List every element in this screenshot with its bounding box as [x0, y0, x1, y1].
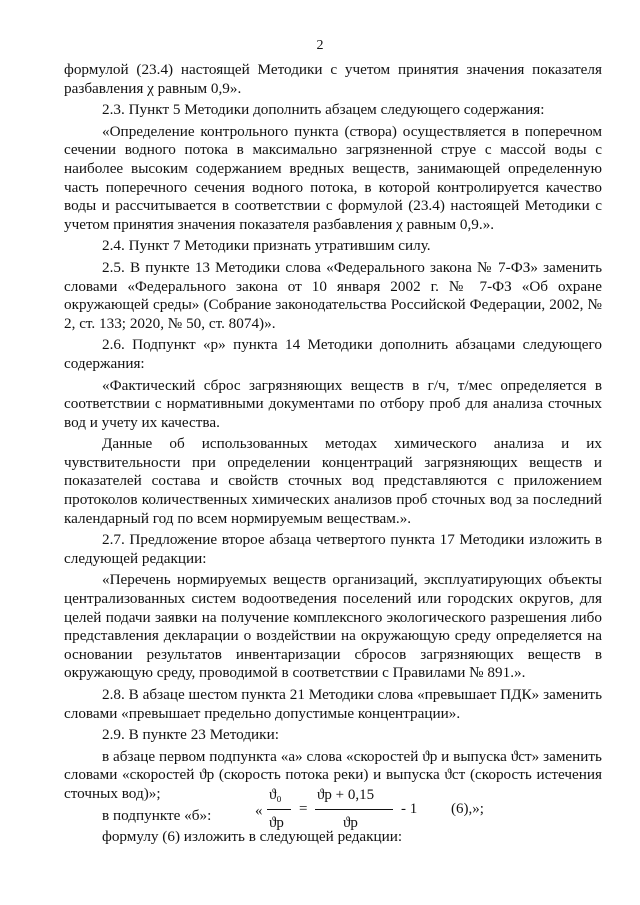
paragraph-14: в подпункте «б»:: [102, 806, 212, 824]
formula-rhs-denominator: ϑр: [343, 815, 358, 831]
paragraph-11: 2.8. В абзаце шестом пункта 21 Методики слова «превышает ПДК» заменить словами «превышает предельно допустимые концентрации».: [64, 686, 602, 722]
formula-open-quote: «: [255, 803, 263, 819]
paragraph-1: формулой (23.4) настоящей Методики с учетом принятия значения показателя разбавления χ равным 0,9».: [64, 61, 602, 97]
paragraph-6: 2.6. Подпункт «р» пункта 14 Методики дополнить абзацами следующего содержания:: [64, 336, 602, 372]
paragraph-8: Данные об использованных методах химического анализа и их чувствительности при определении концентраций загрязняющих веществ и показателей состава и свойств сточных вод представляются с приложением протоколов количественных химических анализов проб сточных вод за последний календарный год по всем нормируемым веществам.».: [64, 435, 602, 527]
paragraph-13: в абзаце первом подпункта «а» слова «скоростей ϑр и выпуска ϑст» заменить словами «скоростей ϑр (скорость потока реки) и выпуска ϑст (скорость истечения сточных вод)»;: [64, 747, 602, 802]
paragraph-10: «Перечень нормируемых веществ организаций, эксплуатирующих объекты централизованных систем водоотведения поселений или городских округов, для целей подачи заявки на получение комплексного экологического разрешения либо представления декларации о воздействии на окружающую среду определяется на основании результатов инвентаризации сбросов загрязняющих веществ в окружающую среду, проводимой в соответствии с Правилами № 891.».: [64, 571, 602, 682]
page-number: 2: [316, 38, 324, 53]
formula-6: [255, 782, 555, 842]
formula-lhs-fraction-bar: [267, 809, 291, 810]
paragraph-5: 2.5. В пункте 13 Методики слова «Федерального закона № 7-ФЗ» заменить словами «Федерального закона от 10 января 2002 г. № 7-ФЗ «Об охране окружающей среды» (Собрание законодательства Российской Федерации, 2002, № 2, ст. 133; 2020, № 50, ст. 8074)».: [64, 258, 602, 332]
formula-rhs-numerator: ϑр + 0,15: [317, 787, 375, 803]
paragraph-15: формулу (6) изложить в следующей редакции:: [102, 828, 403, 846]
paragraph-4: 2.4. Пункт 7 Методики признать утратившим силу.: [102, 237, 431, 255]
paragraph-12: 2.9. В пункте 23 Методики:: [102, 726, 279, 744]
formula-lhs-denominator: ϑр: [269, 815, 284, 831]
formula-rhs-fraction-bar: [315, 809, 393, 810]
document-body: [64, 61, 602, 850]
formula-equals: =: [299, 801, 308, 817]
formula-minus-one: - 1: [401, 801, 418, 817]
formula-lhs-numerator: ϑ₀: [269, 787, 282, 803]
paragraph-3: «Определение контрольного пункта (створа) осуществляется в поперечном сечении водного потока в максимально загрязненной струе с массой воды с наиболее высоким содержанием вредных веществ, занимающей определенную часть поперечного сечения водного потока, в которой контролируется качество воды и рассчитывается в соответствии с формулой (23.4) настоящей Методики с учетом принятия значения показателя разбавления χ равным 0,9.».: [64, 122, 602, 233]
paragraph-2: 2.3. Пункт 5 Методики дополнить абзацем следующего содержания:: [102, 101, 545, 119]
formula-label: (6),»;: [451, 801, 484, 817]
paragraph-7: «Фактический сброс загрязняющих веществ в г/ч, т/мес определяется в соответствии с нормативными документами по отбору проб для анализа сточных вод и учету их качества.: [64, 376, 602, 431]
paragraph-9: 2.7. Предложение второе абзаца четвертого пункта 17 Методики изложить в следующей редакции:: [64, 531, 602, 567]
